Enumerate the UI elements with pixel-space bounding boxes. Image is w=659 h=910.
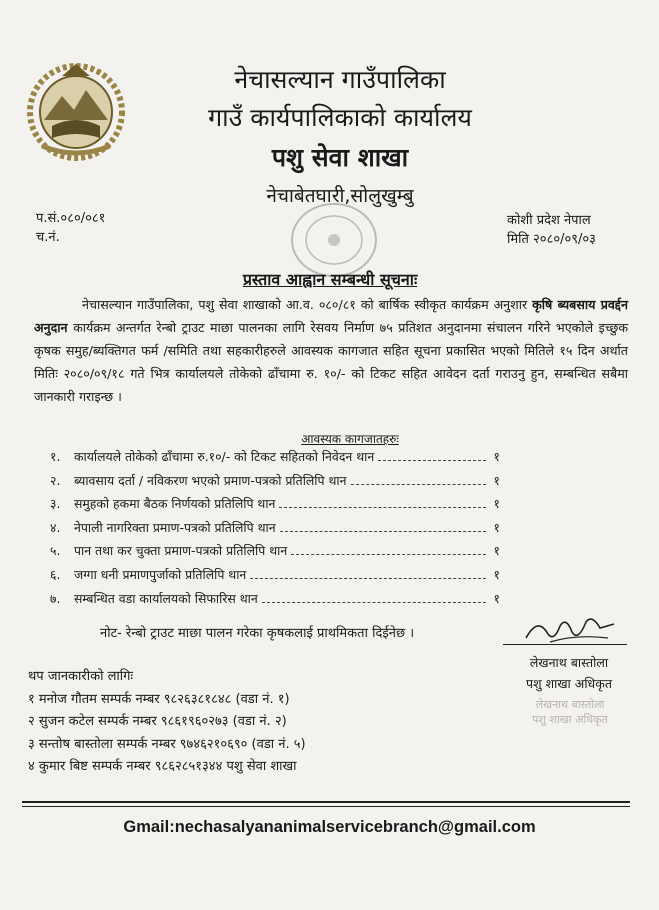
footer-divider [22, 801, 630, 803]
notice-subject: प्रस्ताव आह्वान सम्बन्धी सूचनाः [242, 270, 418, 289]
list-item [50, 519, 500, 543]
list-item [50, 542, 500, 566]
item-text: ब्यावसाय दर्ता / नविकरण भएको प्रमाण-पत्रको प्रतिलिपि थान [74, 472, 347, 488]
leader-dots [378, 459, 486, 461]
notice-date: मिति २०८०/०९/०३ [507, 232, 596, 247]
signatory-block [505, 652, 633, 694]
item-text: कार्यालयले तोकेको ढाँचामा रु.१०/- को टिकट सहितको निवेदन थान [74, 449, 375, 464]
list-item [50, 448, 500, 472]
body-program-name: कृषि ब्यबसाय प्रवर्द्दन अनुदान [34, 297, 628, 335]
list-item [50, 566, 500, 590]
item-number: २. [50, 472, 61, 488]
patra-sankhya: प.सं.०८०/०८१ [36, 211, 106, 226]
contact-item: ४ कुमार बिष्ट सम्पर्क नम्बर ९८६२८५१३४४ पशु सेवा शाखा [28, 759, 297, 774]
leader-dots [280, 530, 486, 532]
body-text-part1: नेचासल्यान गाउँपालिका, पशु सेवा शाखाको आ.व. ०८०/८१ को बार्षिक स्वीकृत कार्यक्रम अनुशार [82, 297, 533, 312]
contact-item: ३ सन्तोष बास्तोला सम्पर्क नम्बर ९७४६२१०६९० (वडा नं. ५) [28, 736, 306, 752]
priority-note: नोट- रेन्बो ट्राउट माछा पालन गरेका कृषकलाई प्राथमिकता दिईनेछ । [100, 626, 415, 641]
branch-name: पशु सेवा शाखा [271, 143, 409, 172]
item-quantity: १ [493, 543, 500, 559]
office-name-line1: नेचासल्यान गाउँपालिका [234, 65, 446, 94]
contact-info [28, 666, 306, 779]
item-number: ७. [50, 590, 61, 606]
signature-icon [520, 612, 620, 646]
item-number: ३. [50, 496, 61, 512]
item-number: १. [50, 449, 61, 464]
leader-dots [250, 577, 486, 579]
office-name-line2: गाउँ कार्यपालिकाको कार्यालय [208, 103, 472, 132]
leader-dots [351, 483, 487, 485]
leader-dots [279, 506, 486, 508]
body-text-part2: कार्यक्रम अन्तर्गत रेन्बो ट्राउट माछा पालनका लागि रेसवय निर्माण ७५ प्रतिशत अनुदानमा संचालन गरिने भएकोले इच्छुक कृषक समुह/ब्यक्तिगत फर्म /समिति तथा सहकारीहरुले आवस्यक कागजात सहित सूचना प्रकासित भएको मितिले १५ दिन अर्थात मितिः २०८०/०९/१८ गते भित्र कार्यालयले तोकेको ढाँचामा रु. १०/- को टिकट सहित आवेदन दर्ता गराउनु हुन, सम्बन्धित सबैमा जानकारी गराइन्छ । [34, 320, 628, 404]
required-docs-heading: आवस्यक कागजातहरुः [301, 432, 399, 446]
footer-divider-thin [22, 806, 630, 807]
item-quantity: १ [493, 590, 500, 606]
leader-dots [291, 553, 486, 555]
item-number: ४. [50, 519, 61, 535]
item-text: नेपाली नागरिक्ता प्रमाण-पत्रको प्रतिलिपि थान [74, 519, 276, 535]
reference-numbers [36, 209, 105, 247]
signatory-stamp-faint [506, 697, 634, 727]
signatory-title: पशु शाखा अधिकृत [526, 676, 612, 691]
list-item [50, 495, 500, 519]
signatory-name: लेखनाथ बास्तोला [529, 655, 609, 670]
required-docs-list [50, 448, 500, 613]
contact-item: २ सुजन कटेल सम्पर्क नम्बर ९८६१९६०२७३ (वडा नं. २) [28, 714, 287, 729]
leader-dots [262, 601, 486, 603]
list-item [50, 472, 500, 496]
item-number: ५. [50, 543, 61, 559]
contact-email[interactable]: Gmail:nechasalyananimalservicebranch@gmail.com [123, 818, 536, 836]
item-quantity: १ [493, 496, 500, 512]
faint-name: लेखनाथ बास्तोला [535, 698, 605, 711]
item-text: सम्बन्धित वडा कार्यालयको सिफारिस थान [74, 590, 258, 606]
contact-item: १ मनोज गौतम सम्पर्क नम्बर ९८२६३८१८४८ (वडा नं. १) [28, 691, 290, 707]
item-quantity: १ [493, 472, 500, 488]
chalani-number: च.नं. [36, 230, 60, 245]
notice-body [34, 293, 628, 408]
faint-title: पशु शाखा अधिकृत [532, 713, 608, 726]
province: कोशी प्रदेश नेपाल [507, 213, 591, 228]
government-emblem-icon [22, 56, 130, 164]
item-quantity: १ [493, 449, 500, 464]
contact-heading: थप जानकारीको लागिः [28, 669, 134, 684]
province-and-date [507, 211, 596, 249]
signature-line [503, 644, 627, 645]
item-text: जग्गा धनी प्रमाणपुर्जाको प्रतिलिपि थान [74, 566, 247, 582]
list-item [50, 590, 500, 614]
item-quantity: १ [493, 519, 500, 535]
office-address: नेचाबेतघारी,सोलुखुम्बु [266, 185, 414, 207]
item-quantity: १ [493, 566, 500, 582]
item-number: ६. [50, 566, 61, 582]
item-text: समुहको हकमा बैठक निर्णयको प्रतिलिपि थान [74, 496, 276, 512]
item-text: पान तथा कर चुक्ता प्रमाण-पत्रको प्रतिलिपि थान [74, 543, 288, 559]
